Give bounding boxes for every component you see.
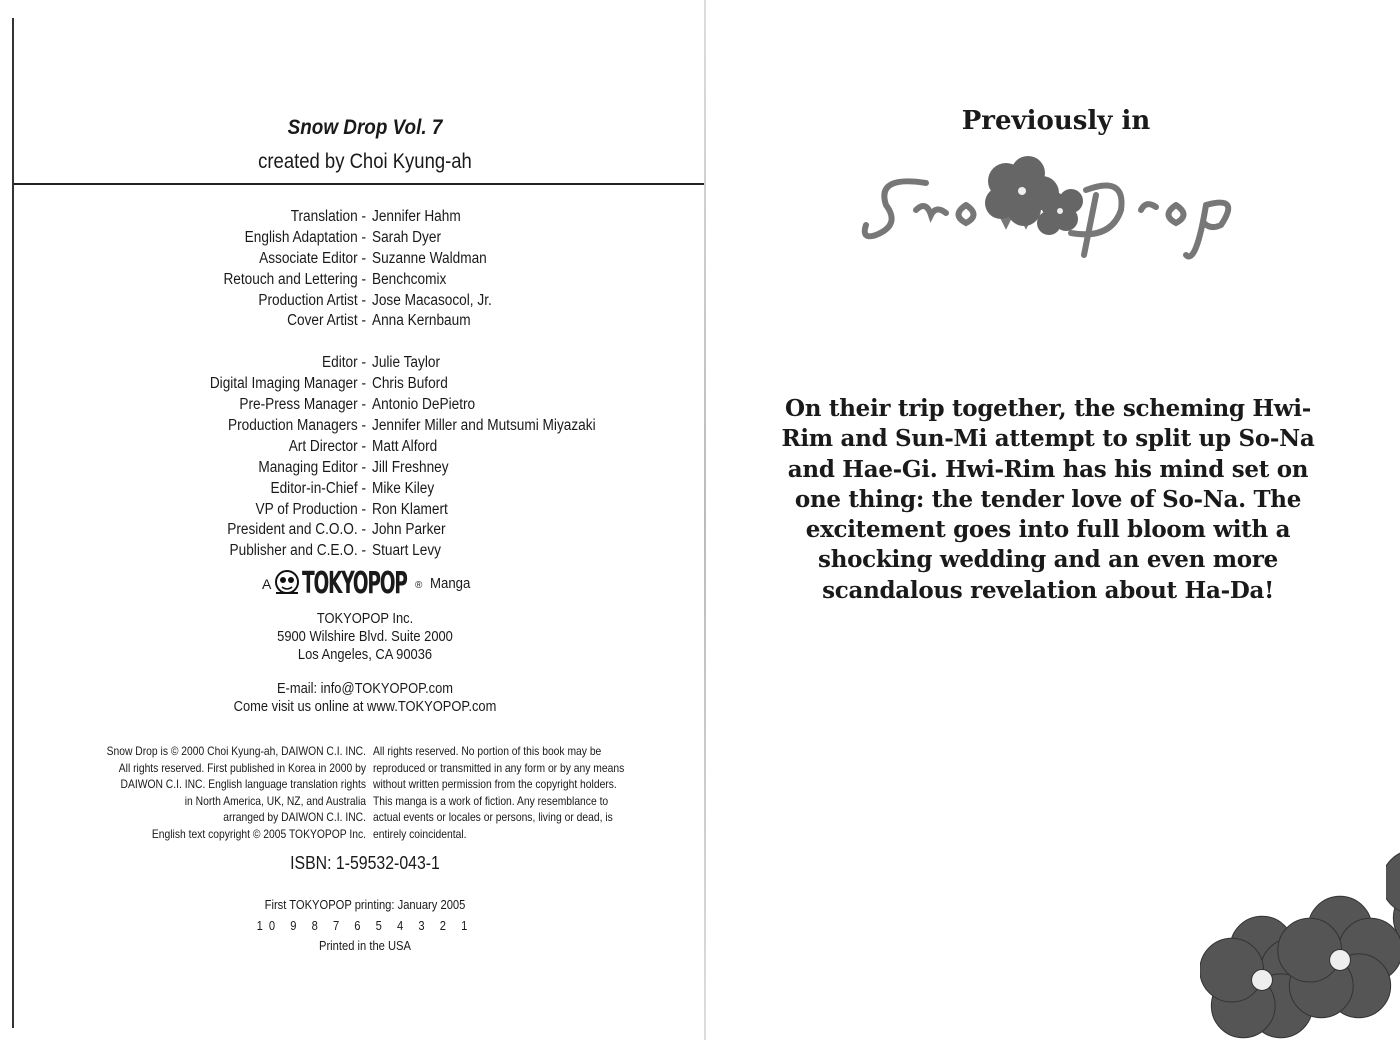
- printed-in: Printed in the USA: [319, 938, 411, 953]
- credit-row: [0, 312, 706, 333]
- credit-row: [0, 459, 706, 480]
- credit-name: Jill Freshney: [372, 458, 449, 476]
- legal-line: Snow Drop is © 2000 Choi Kyung-ah, DAIWON C.I. INC.: [106, 744, 367, 758]
- credit-row: [0, 438, 706, 459]
- print-line: 10 9 8 7 6 5 4 3 2 1: [256, 917, 474, 933]
- credit-role: Art Director -: [288, 437, 366, 455]
- logo-prefix: A: [262, 576, 272, 592]
- legal-line: in North America, UK, NZ, and Australia: [184, 793, 366, 808]
- credit-name: Antonio DePietro: [372, 396, 476, 414]
- publisher-logo: [262, 566, 482, 600]
- credit-name: Anna Kernbaum: [372, 312, 471, 330]
- credit-row: [0, 271, 706, 292]
- book-title: Snow Drop Vol. 7: [287, 116, 443, 139]
- previously-heading: Previously in: [961, 106, 1151, 136]
- credit-row: [0, 208, 706, 229]
- legal-text-left: [40, 743, 366, 843]
- legal-line: English text copyright © 2005 TOKYOPOP Inc.: [151, 826, 366, 841]
- credit-name: Chris Buford: [372, 375, 448, 393]
- credit-row: [0, 354, 706, 375]
- credit-name: Jennifer Hahm: [372, 208, 461, 225]
- legal-line: actual events or locales or persons, living or dead, is: [373, 810, 613, 825]
- creator-line: created by Choi Kyung-ah: [258, 150, 472, 173]
- credit-row: [0, 521, 706, 542]
- credit-row: [0, 542, 706, 563]
- credit-row: [0, 229, 706, 250]
- credit-name: Sarah Dyer: [372, 228, 441, 246]
- tokyopop-mascot-icon: [274, 569, 300, 595]
- credit-role: Digital Imaging Manager -: [209, 375, 366, 393]
- address-street: 5900 Wilshire Blvd. Suite 2000: [277, 628, 453, 645]
- credit-name: Mike Kiley: [372, 479, 435, 497]
- credit-row: [0, 480, 706, 501]
- logo-registered: ®: [415, 580, 423, 591]
- credit-row: [0, 501, 706, 522]
- credit-name: Stuart Levy: [372, 542, 441, 560]
- credit-role: Editor-in-Chief -: [270, 479, 366, 497]
- credit-role: VP of Production -: [255, 500, 366, 518]
- credit-role: Retouch and Lettering -: [223, 270, 366, 288]
- credit-name: Jennifer Miller and Mutsumi Miyazaki: [372, 417, 596, 435]
- publisher-address: [200, 610, 530, 664]
- snow-drop-logo: [856, 145, 1246, 275]
- legal-line: All rights reserved. First published in Korea in 2000 by: [118, 760, 366, 775]
- story-summary: On their trip together, the scheming Hwi-Rim and Sun-Mi attempt to split up So-Na and Hae-Gi. Hwi-Rim has his mind set on one thing: the tender love of So-Na. The excitement goes into full bloom with a shocking wedding and an even more scandalous revelation about Ha-Da!: [781, 395, 1315, 604]
- credit-role: Production Managers -: [228, 417, 366, 435]
- credits-list: [0, 208, 706, 563]
- legal-text-right: [373, 743, 693, 843]
- legal-line: All rights reserved. No portion of this book may be: [373, 744, 602, 758]
- credit-role: Publisher and C.E.O. -: [229, 542, 366, 560]
- credit-row: [0, 250, 706, 271]
- credit-row: [0, 417, 706, 438]
- legal-line: entirely coincidental.: [373, 826, 467, 841]
- contact-email: E-mail: info@TOKYOPOP.com: [276, 680, 454, 697]
- flower-icon: [1278, 896, 1400, 1018]
- logo-suffix: Manga: [430, 575, 471, 592]
- credit-name: Julie Taylor: [372, 354, 440, 372]
- credit-gap: [0, 333, 706, 354]
- contact-web: Come visit us online at www.TOKYOPOP.com: [233, 698, 497, 715]
- credit-role: Managing Editor -: [258, 458, 366, 476]
- isbn: ISBN: 1-59532-043-1: [290, 853, 440, 873]
- credit-role: President and C.O.O. -: [227, 521, 366, 539]
- credit-role: Editor -: [322, 354, 366, 372]
- credit-name: Suzanne Waldman: [372, 249, 487, 267]
- contact-info: [200, 680, 530, 716]
- printing-info: [200, 895, 530, 957]
- credit-row: [0, 375, 706, 396]
- logo-brand: TOKYOPOP: [302, 566, 407, 601]
- credit-role: Cover Artist -: [287, 312, 366, 330]
- address-company: TOKYOPOP Inc.: [316, 610, 414, 627]
- address-city: Los Angeles, CA 90036: [297, 646, 433, 663]
- credit-role: Pre-Press Manager -: [239, 396, 366, 414]
- credit-name: John Parker: [372, 521, 446, 539]
- legal-line: This manga is a work of fiction. Any resemblance to: [373, 793, 609, 808]
- credit-name: Ron Klamert: [372, 500, 448, 518]
- credit-name: Benchcomix: [372, 270, 447, 288]
- divider: [14, 183, 704, 185]
- credit-role: Translation -: [290, 208, 366, 225]
- credit-row: [0, 292, 706, 313]
- credit-name: Matt Alford: [372, 437, 438, 455]
- credit-role: English Adaptation -: [244, 228, 366, 246]
- credit-role: Production Artist -: [258, 291, 366, 309]
- first-printing: First TOKYOPOP printing: January 2005: [264, 897, 466, 912]
- credit-name: Jose Macasocol, Jr.: [372, 291, 492, 309]
- legal-line: arranged by DAIWON C.I. INC.: [223, 810, 366, 825]
- legal-line: without written permission from the copyright holders.: [373, 777, 617, 792]
- legal-line: reproduced or transmitted in any form or by any means: [373, 760, 625, 775]
- credit-role: Associate Editor -: [259, 249, 366, 267]
- legal-line: DAIWON C.I. INC. English language translation rights: [120, 777, 366, 792]
- credit-row: [0, 396, 706, 417]
- flower-cluster-right: [1200, 870, 1400, 1040]
